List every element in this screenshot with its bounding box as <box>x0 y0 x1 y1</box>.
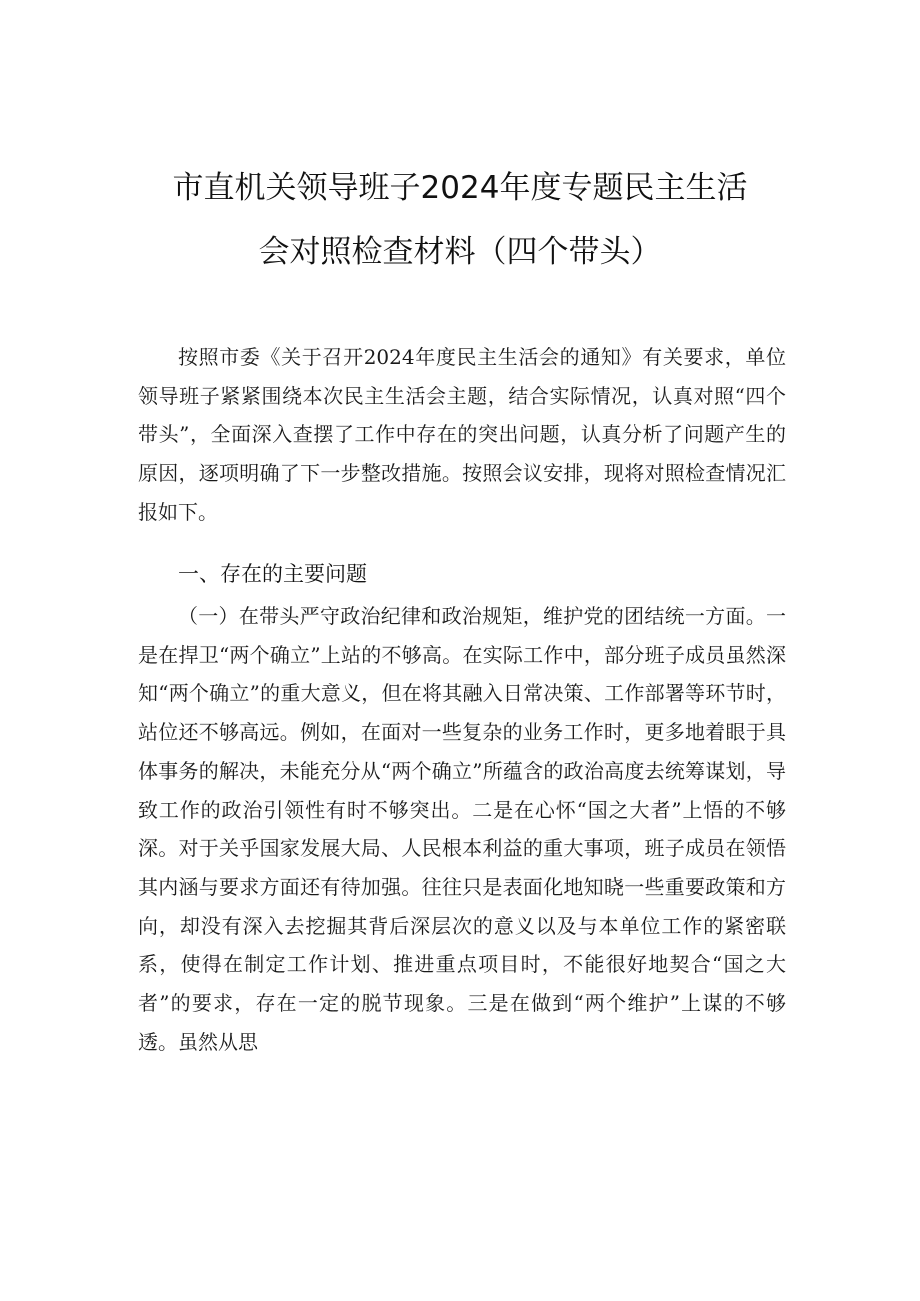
document-title-line-1: 市直机关领导班子2024年度专题民主生活 <box>172 170 748 206</box>
document-title-line-2: 会对照检查材料（四个带头） <box>258 234 662 270</box>
intro-paragraph: 按照市委《关于召开2024年度民主生活会的通知》有关要求，单位领导班子紧紧围绕本次民主生活会主题，结合实际情况，认真对照“四个带头”，全面深入查摆了工作中存在的突出问题，认真分析了问题产生的原因，逐项明确了下一步整改措施。按照会议安排，现将对照检查情况汇报如下。 <box>138 345 786 524</box>
section-paragraph-1: （一）在带头严守政治纪律和政治规矩，维护党的团结统一方面。一是在捍卫“两个确立”上站的不够高。在实际工作中，部分班子成员虽然深知“两个确立”的重大意义，但在将其融入日常决策、工作部署等环节时，站位还不够高远。例如，在面对一些复杂的业务工作时，更多地着眼于具体事务的解决，未能充分从“两个确立”所蕴含的政治高度去统筹谋划，导致工作的政治引领性有时不够突出。二是在心怀“国之大者”上悟的不够深。对于关乎国家发展大局、人民根本利益的重大事项，班子成员在领悟其内涵与要求方面还有待加强。往往只是表面化地知晓一些重要政策和方向，却没有深入去挖掘其背后深层次的意义以及与本单位工作的紧密联系，使得在制定工作计划、推进重点项目时，不能很好地契合“国之大者”的要求，存在一定的脱节现象。三是在做到“两个维护”上谋的不够透。虽然从思 <box>138 604 786 1054</box>
section-heading-problems: 一、存在的主要问题 <box>178 562 367 586</box>
